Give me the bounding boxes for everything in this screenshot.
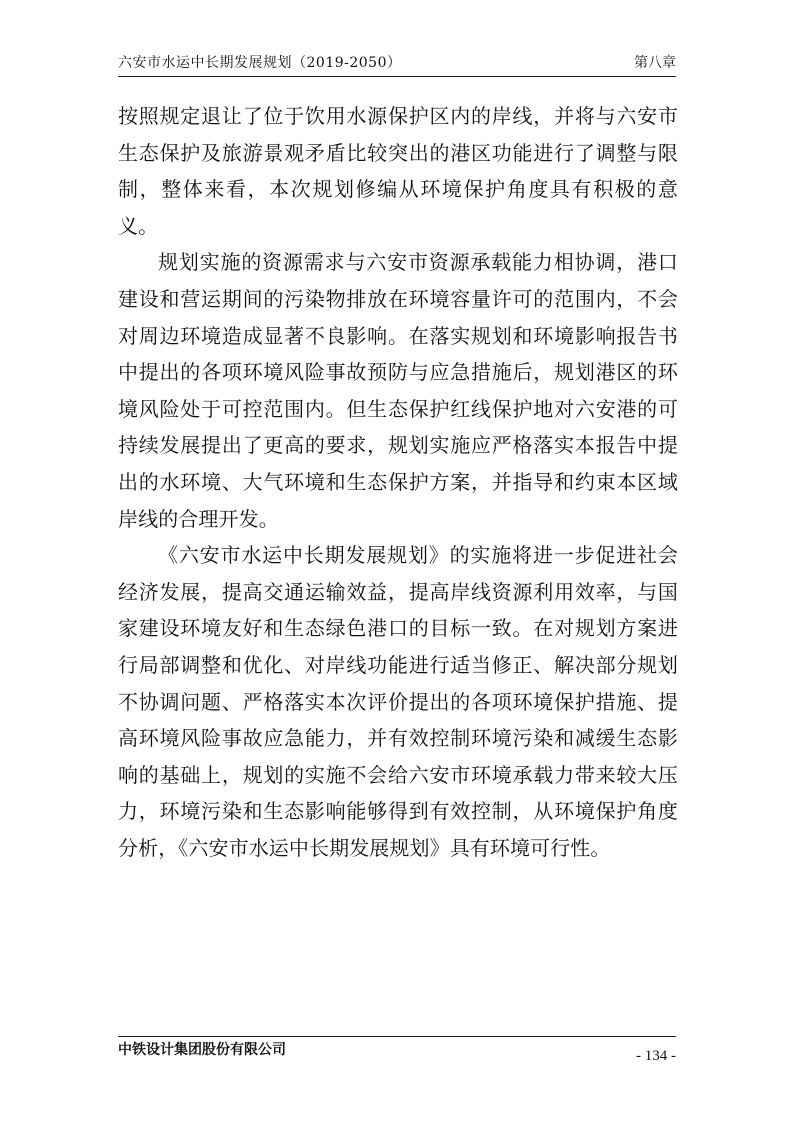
chapter-label: 第八章 [634, 55, 676, 71]
paragraph-continued: 按照规定退让了位于饮用水源保护区内的岸线，并将与六安市生态保护及旅游景观矛盾比较突出的港区功能进行了调整与限制，整体来看，本次规划修编从环境保护角度具有积极的意义。 [118, 104, 678, 238]
footer-divider [118, 1036, 676, 1037]
document-title: 六安市水运中长期发展规划（2019-2050） [118, 55, 402, 71]
paragraph-conclusion: 《六安市水运中长期发展规划》的实施将进一步促进社会经济发展，提高交通运输效益，提高岸线资源利用效率，与国家建设环境友好和生态绿色港口的目标一致。在对规划方案进行局部调整和优化、对岸线功能进行适当修正、解决部分规划不协调问题、严格落实本次评价提出的各项环境保护措施、提高环境风险事故应急能力，并有效控制环境污染和减缓生态影响的基础上，规划的实施不会给六安市环境承载力带来较大压力，环境污染和生态影响能够得到有效控制，从环境保护角度分析，《六安市水运中长期发展规划》具有环境可行性。 [118, 543, 678, 860]
header-divider [118, 76, 676, 77]
page-number: - 134 - [636, 1048, 676, 1064]
paragraph-resource-assessment: 规划实施的资源需求与六安市资源承载能力相协调，港口建设和营运期间的污染物排放在环境容量许可的范围内，不会对周边环境造成显著不良影响。在落实规划和环境影响报告书中提出的各项环境风险事故预防与应急措施后，规划港区的环境风险处于可控范围内。但生态保护红线保护地对六安港的可持续发展提出了更高的要求，规划实施应严格落实本报告中提出的水环境、大气环境和生态保护方案，并指导和约束本区域岸线的合理开发。 [118, 250, 678, 531]
main-content [118, 98, 678, 866]
page-header [118, 52, 676, 74]
company-name: 中铁设计集团股份有限公司 [118, 1042, 286, 1058]
